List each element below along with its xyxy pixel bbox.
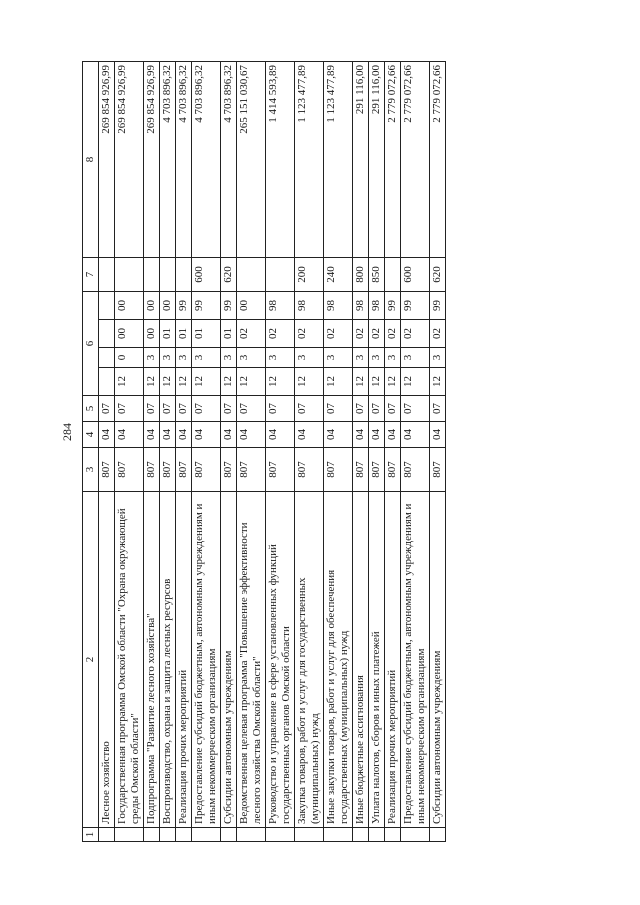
code-6c: 02 xyxy=(401,320,430,348)
code-6c: 01 xyxy=(176,320,192,348)
code-6c: 02 xyxy=(324,320,353,348)
table-row xyxy=(266,62,295,842)
code-4: 04 xyxy=(295,422,324,448)
code-3: 807 xyxy=(176,448,192,492)
amount: 2 779 072,66 xyxy=(401,62,430,258)
table-row xyxy=(295,62,324,842)
col-header-1: 1 xyxy=(83,828,99,842)
code-6b: 3 xyxy=(369,348,385,368)
code-5: 07 xyxy=(160,396,176,422)
code-6d: 98 xyxy=(295,292,324,320)
col-header-8: 8 xyxy=(83,62,99,258)
code-6c: 02 xyxy=(266,320,295,348)
item-name: Подпрограмма "Развитие лесного хозяйства" xyxy=(144,492,160,828)
item-name: Субсидии автономным учреждениям xyxy=(221,492,237,828)
code-6b: 3 xyxy=(221,348,237,368)
code-6c xyxy=(99,320,115,348)
code-6a: 12 xyxy=(237,368,266,396)
table-row xyxy=(353,62,369,842)
code-3: 807 xyxy=(192,448,221,492)
row-number-cell xyxy=(115,828,144,842)
code-6d: 99 xyxy=(430,292,446,320)
row-number-cell xyxy=(221,828,237,842)
row-number-cell xyxy=(385,828,401,842)
code-5: 07 xyxy=(99,396,115,422)
amount: 2 779 072,66 xyxy=(385,62,401,258)
code-4: 04 xyxy=(192,422,221,448)
code-7 xyxy=(115,258,144,292)
code-7: 600 xyxy=(192,258,221,292)
code-4: 04 xyxy=(115,422,144,448)
code-6a: 12 xyxy=(385,368,401,396)
code-5: 07 xyxy=(237,396,266,422)
code-6d: 00 xyxy=(144,292,160,320)
row-number-cell xyxy=(99,828,115,842)
table-row xyxy=(324,62,353,842)
code-6c: 01 xyxy=(192,320,221,348)
amount: 1 123 477,89 xyxy=(295,62,324,258)
amount: 4 703 896,32 xyxy=(221,62,237,258)
code-7 xyxy=(385,258,401,292)
code-6a: 12 xyxy=(324,368,353,396)
code-7: 620 xyxy=(430,258,446,292)
item-name: Предоставление субсидий бюджетным, автономным учреждениям и иным некоммерческим организациям xyxy=(401,492,430,828)
code-3: 807 xyxy=(401,448,430,492)
amount: 4 703 896,32 xyxy=(192,62,221,258)
code-6b: 3 xyxy=(324,348,353,368)
code-4: 04 xyxy=(353,422,369,448)
code-6a: 12 xyxy=(160,368,176,396)
item-name: Уплата налогов, сборов и иных платежей xyxy=(369,492,385,828)
table-row xyxy=(99,62,115,842)
code-6b: 3 xyxy=(160,348,176,368)
budget-table xyxy=(82,61,446,842)
code-6d: 00 xyxy=(115,292,144,320)
code-7: 800 xyxy=(353,258,369,292)
code-4: 04 xyxy=(176,422,192,448)
code-5: 07 xyxy=(115,396,144,422)
code-5: 07 xyxy=(324,396,353,422)
code-6b: 3 xyxy=(192,348,221,368)
code-4: 04 xyxy=(385,422,401,448)
code-6a: 12 xyxy=(144,368,160,396)
item-name: Государственная программа Омской области "Охрана окружающей среды Омской области" xyxy=(115,492,144,828)
code-4: 04 xyxy=(324,422,353,448)
table-row xyxy=(144,62,160,842)
code-6a: 12 xyxy=(295,368,324,396)
col-header-5: 5 xyxy=(83,396,99,422)
code-5: 07 xyxy=(221,396,237,422)
code-7: 850 xyxy=(369,258,385,292)
item-name: Предоставление субсидий бюджетным, автономным учреждениям и иным некоммерческим организациям xyxy=(192,492,221,828)
code-3: 807 xyxy=(221,448,237,492)
code-6d: 98 xyxy=(266,292,295,320)
code-3: 807 xyxy=(160,448,176,492)
amount: 1 414 593,89 xyxy=(266,62,295,258)
budget-table-sheet xyxy=(82,62,612,842)
code-5: 07 xyxy=(369,396,385,422)
code-5: 07 xyxy=(144,396,160,422)
code-6d: 99 xyxy=(221,292,237,320)
code-5: 07 xyxy=(430,396,446,422)
code-3: 807 xyxy=(266,448,295,492)
col-header-6: 6 xyxy=(83,292,99,396)
code-6b: 3 xyxy=(266,348,295,368)
code-6c: 02 xyxy=(353,320,369,348)
amount: 291 116,00 xyxy=(353,62,369,258)
table-row xyxy=(237,62,266,842)
code-6d: 00 xyxy=(160,292,176,320)
code-4: 04 xyxy=(401,422,430,448)
code-5: 07 xyxy=(401,396,430,422)
amount: 4 703 896,32 xyxy=(160,62,176,258)
code-6b: 0 xyxy=(115,348,144,368)
amount: 291 116,00 xyxy=(369,62,385,258)
code-6b xyxy=(99,348,115,368)
code-7: 600 xyxy=(401,258,430,292)
code-6b: 3 xyxy=(430,348,446,368)
col-header-3: 3 xyxy=(83,448,99,492)
code-6b: 3 xyxy=(237,348,266,368)
code-3: 807 xyxy=(295,448,324,492)
row-number-cell xyxy=(176,828,192,842)
code-6c: 01 xyxy=(160,320,176,348)
code-7 xyxy=(176,258,192,292)
code-6a: 12 xyxy=(176,368,192,396)
row-number-cell xyxy=(144,828,160,842)
code-6c: 02 xyxy=(295,320,324,348)
code-6b: 3 xyxy=(144,348,160,368)
code-6d: 98 xyxy=(324,292,353,320)
code-6d: 99 xyxy=(176,292,192,320)
row-number-cell xyxy=(430,828,446,842)
amount: 269 854 926,99 xyxy=(99,62,115,258)
item-name: Закупка товаров, работ и услуг для государственных (муниципальных) нужд xyxy=(295,492,324,828)
code-6c: 02 xyxy=(385,320,401,348)
row-number-cell xyxy=(295,828,324,842)
column-header-row xyxy=(83,62,99,842)
code-3: 807 xyxy=(237,448,266,492)
code-4: 04 xyxy=(99,422,115,448)
code-6b: 3 xyxy=(353,348,369,368)
code-6a: 12 xyxy=(192,368,221,396)
code-6d: 99 xyxy=(192,292,221,320)
code-4: 04 xyxy=(266,422,295,448)
code-5: 07 xyxy=(353,396,369,422)
table-row xyxy=(430,62,446,842)
code-6d: 00 xyxy=(237,292,266,320)
amount: 4 703 896,32 xyxy=(176,62,192,258)
table-row xyxy=(160,62,176,842)
item-name: Лесное хозяйство xyxy=(99,492,115,828)
amount: 265 151 030,67 xyxy=(237,62,266,258)
code-3: 807 xyxy=(353,448,369,492)
table-row xyxy=(221,62,237,842)
code-6a: 12 xyxy=(266,368,295,396)
item-name: Реализация прочих мероприятий xyxy=(385,492,401,828)
code-3: 807 xyxy=(369,448,385,492)
item-name: Иные бюджетные ассигнования xyxy=(353,492,369,828)
code-6c: 02 xyxy=(237,320,266,348)
code-6a: 12 xyxy=(353,368,369,396)
code-6a xyxy=(99,368,115,396)
code-5: 07 xyxy=(192,396,221,422)
table-body xyxy=(99,62,446,842)
code-7 xyxy=(99,258,115,292)
code-3: 807 xyxy=(430,448,446,492)
item-name: Реализация прочих мероприятий xyxy=(176,492,192,828)
code-5: 07 xyxy=(266,396,295,422)
item-name: Руководство и управление в сфере установленных функций государственных органов Омской области xyxy=(266,492,295,828)
table-row xyxy=(115,62,144,842)
code-3: 807 xyxy=(385,448,401,492)
code-6a: 12 xyxy=(221,368,237,396)
code-6c: 00 xyxy=(115,320,144,348)
col-header-2: 2 xyxy=(83,492,99,828)
code-7: 240 xyxy=(324,258,353,292)
row-number-cell xyxy=(192,828,221,842)
amount: 269 854 926,99 xyxy=(115,62,144,258)
code-7 xyxy=(266,258,295,292)
row-number-cell xyxy=(369,828,385,842)
code-4: 04 xyxy=(237,422,266,448)
code-4: 04 xyxy=(160,422,176,448)
code-4: 04 xyxy=(221,422,237,448)
code-6a: 12 xyxy=(115,368,144,396)
code-6d: 99 xyxy=(401,292,430,320)
row-number-cell xyxy=(401,828,430,842)
code-5: 07 xyxy=(176,396,192,422)
code-6d: 98 xyxy=(369,292,385,320)
code-6b: 3 xyxy=(385,348,401,368)
code-3: 807 xyxy=(324,448,353,492)
code-6c: 02 xyxy=(430,320,446,348)
code-7: 620 xyxy=(221,258,237,292)
code-4: 04 xyxy=(430,422,446,448)
code-7: 200 xyxy=(295,258,324,292)
col-header-7: 7 xyxy=(83,258,99,292)
item-name: Иные закупки товаров, работ и услуг для обеспечения государственных (муниципальных) нужд xyxy=(324,492,353,828)
table-row xyxy=(369,62,385,842)
code-4: 04 xyxy=(144,422,160,448)
table-row xyxy=(385,62,401,842)
code-3: 807 xyxy=(115,448,144,492)
table-row xyxy=(401,62,430,842)
col-header-4: 4 xyxy=(83,422,99,448)
code-6a: 12 xyxy=(369,368,385,396)
row-number-cell xyxy=(266,828,295,842)
code-4: 04 xyxy=(369,422,385,448)
item-name: Воспроизводство, охрана и защита лесных ресурсов xyxy=(160,492,176,828)
table-row xyxy=(192,62,221,842)
code-6a: 12 xyxy=(401,368,430,396)
code-7 xyxy=(237,258,266,292)
amount: 1 123 477,89 xyxy=(324,62,353,258)
code-6c: 00 xyxy=(144,320,160,348)
item-name: Ведомственная целевая программа "Повышение эффективности лесного хозяйства Омской области" xyxy=(237,492,266,828)
code-3: 807 xyxy=(144,448,160,492)
code-3: 807 xyxy=(99,448,115,492)
code-7 xyxy=(160,258,176,292)
code-6a: 12 xyxy=(430,368,446,396)
code-6b: 3 xyxy=(295,348,324,368)
code-5: 07 xyxy=(385,396,401,422)
page-number: 284 xyxy=(60,423,74,441)
code-6c: 01 xyxy=(221,320,237,348)
code-6d: 99 xyxy=(385,292,401,320)
code-5: 07 xyxy=(295,396,324,422)
row-number-cell xyxy=(237,828,266,842)
table-row xyxy=(176,62,192,842)
code-6d xyxy=(99,292,115,320)
item-name: Субсидии автономным учреждениям xyxy=(430,492,446,828)
row-number-cell xyxy=(160,828,176,842)
row-number-cell xyxy=(353,828,369,842)
code-6b: 3 xyxy=(176,348,192,368)
amount: 2 779 072,66 xyxy=(430,62,446,258)
code-6b: 3 xyxy=(401,348,430,368)
code-6d: 98 xyxy=(353,292,369,320)
code-6c: 02 xyxy=(369,320,385,348)
code-7 xyxy=(144,258,160,292)
row-number-cell xyxy=(324,828,353,842)
amount: 269 854 926,99 xyxy=(144,62,160,258)
